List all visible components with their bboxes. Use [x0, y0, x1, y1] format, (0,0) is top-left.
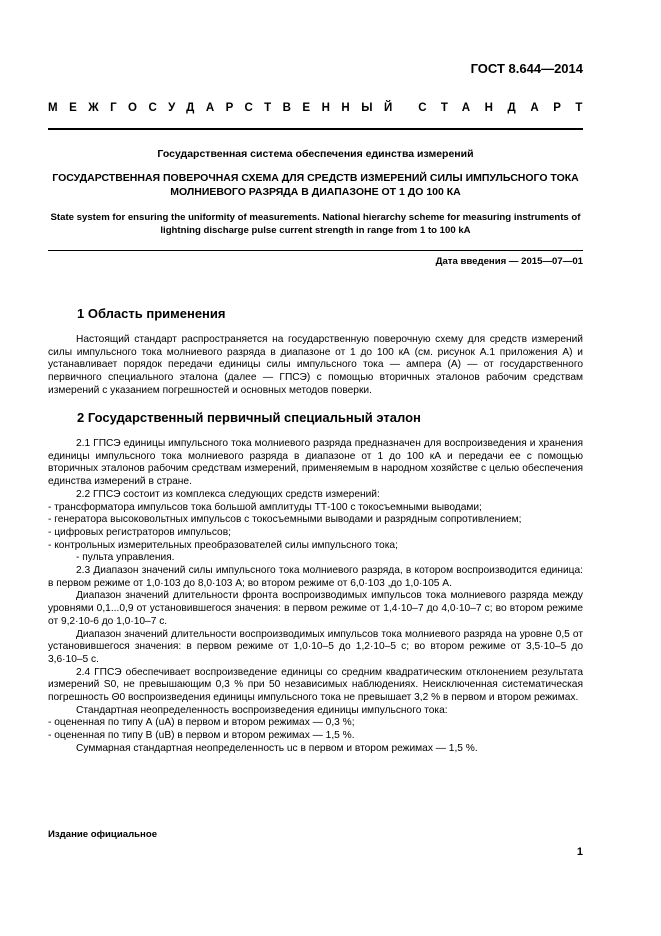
- list-item: - контрольных измерительных преобразователей силы импульсного тока;: [48, 539, 398, 551]
- introduction-date: Дата введения — 2015—07—01: [435, 256, 583, 267]
- paragraph: Настоящий стандарт распространяется на государственную поверочную схему для средств измерений силы импульсного тока молниевого разряда в диапазоне от 1 до 100 кА (см. рисунок А.1 приложения А) и устанавливает порядок передачи единицы силы импульсного тока — ампера (А) — от государственного первичного специального эталона (далее — ГПСЭ) с помощью вторичных эталонов рабочим средствам измерений с указанием погрешностей и основных методов поверки.: [48, 334, 583, 396]
- section-2-body: [48, 438, 583, 756]
- page-number: 1: [576, 846, 583, 858]
- paragraph: 2.1 ГПСЭ единицы импульсного тока молниевого разряда предназначен для воспроизведения и хранения единицы импульсного тока молниевого разряда в диапазоне от 1 до 100 кА и передачи ее с помощью вторичных эталонов рабочим средствам измерений, применяемым в народном хозяйстве с целью обеспечения единства измерений в стране.: [48, 438, 583, 488]
- paragraph: 2.3 Диапазон значений силы импульсного тока молниевого разряда, в котором воспроизводится единица: в первом режиме от 1,0·103 до 8,0·103 А; во втором режиме от 6,0·103 ,до 1,0·105 А.: [48, 565, 583, 589]
- list-item: - генератора высоковольтных импульсов с токосъемными выводами и разрядным сопротивлением;: [48, 514, 522, 526]
- paragraph: Суммарная стандартная неопределенность uc в первом и втором режимах — 1,5 %.: [76, 742, 478, 754]
- paragraph: 2.4 ГПСЭ обеспечивает воспроизведение единицы со средним квадратическим отклонением результата измерений S0, не превышающим 0,3 % при 50 независимых наблюдениях. Неисключенная систематическая погрешность Θ0 воспроизведения единицы импульсного тока не превышает 3,2 % в первом и втором режимах.: [48, 666, 583, 704]
- interstate-standard-banner: [48, 102, 597, 114]
- paragraph: 2.2 ГПСЭ состоит из комплекса следующих средств измерений:: [76, 488, 380, 500]
- paragraph: Диапазон значений длительности фронта воспроизводимых импульсов тока молниевого разряда между уровнями 0,1...0,9 от установившегося значения: в первом режиме от 1,4·10–7 до 4,0·10–7 с; во втором режиме от 9,2·10-6 до 1,0·10–7 с.: [48, 590, 583, 627]
- paragraph: Диапазон значений длительности воспроизводимых импульсов тока молниевого разряда на уровне 0,5 от установившегося значения: в первом режиме от 1,0·10–5 до 1,2·10–5 с; во втором режиме от 3,5·10–5 до 3,6·10–5 с.: [48, 628, 583, 665]
- title-rule: [48, 250, 583, 251]
- paragraph: Стандартная неопределенность воспроизведения единицы импульсного тока:: [76, 704, 448, 716]
- section-1-body: [48, 334, 583, 398]
- list-item: - трансформатора импульсов тока большой амплитуды ТТ-100 с токосъемными выводами;: [48, 501, 482, 513]
- list-item: - оцененная по типу В (uB) в первом и втором режимах — 1,5 %.: [48, 730, 355, 742]
- interstate-word: МЕЖГОСУДАРСТВЕННЫЙ: [48, 102, 404, 114]
- document-title-en: State system for ensuring the uniformity of measurements. National hierarchy scheme for measuring instruments of lightning discharge pulse current strength in range from 1 to 100 kA: [50, 212, 581, 236]
- series-title: Государственная система обеспечения единства измерений: [157, 148, 474, 160]
- document-code: ГОСТ 8.644—2014: [470, 61, 583, 76]
- section-1-heading: 1 Область применения: [77, 306, 226, 321]
- list-item: - цифровых регистраторов импульсов;: [48, 526, 231, 538]
- list-item: - пульта управления.: [76, 552, 175, 564]
- official-edition-note: Издание официальное: [48, 829, 158, 840]
- standard-word: СТАНДАРТ: [418, 102, 597, 114]
- list-item: - оцененная по типу А (uA) в первом и втором режимах — 0,3 %;: [48, 717, 355, 729]
- section-2-heading: 2 Государственный первичный специальный эталон: [77, 410, 421, 425]
- header-rule: [48, 128, 583, 130]
- document-title-ru: ГОСУДАРСТВЕННАЯ ПОВЕРОЧНАЯ СХЕМА ДЛЯ СРЕДСТВ ИЗМЕРЕНИЙ СИЛЫ ИМПУЛЬСНОГО ТОКА МОЛНИЕВОГО РАЗРЯДА В ДИАПАЗОНЕ ОТ 1 ДО 100 КА: [52, 172, 579, 198]
